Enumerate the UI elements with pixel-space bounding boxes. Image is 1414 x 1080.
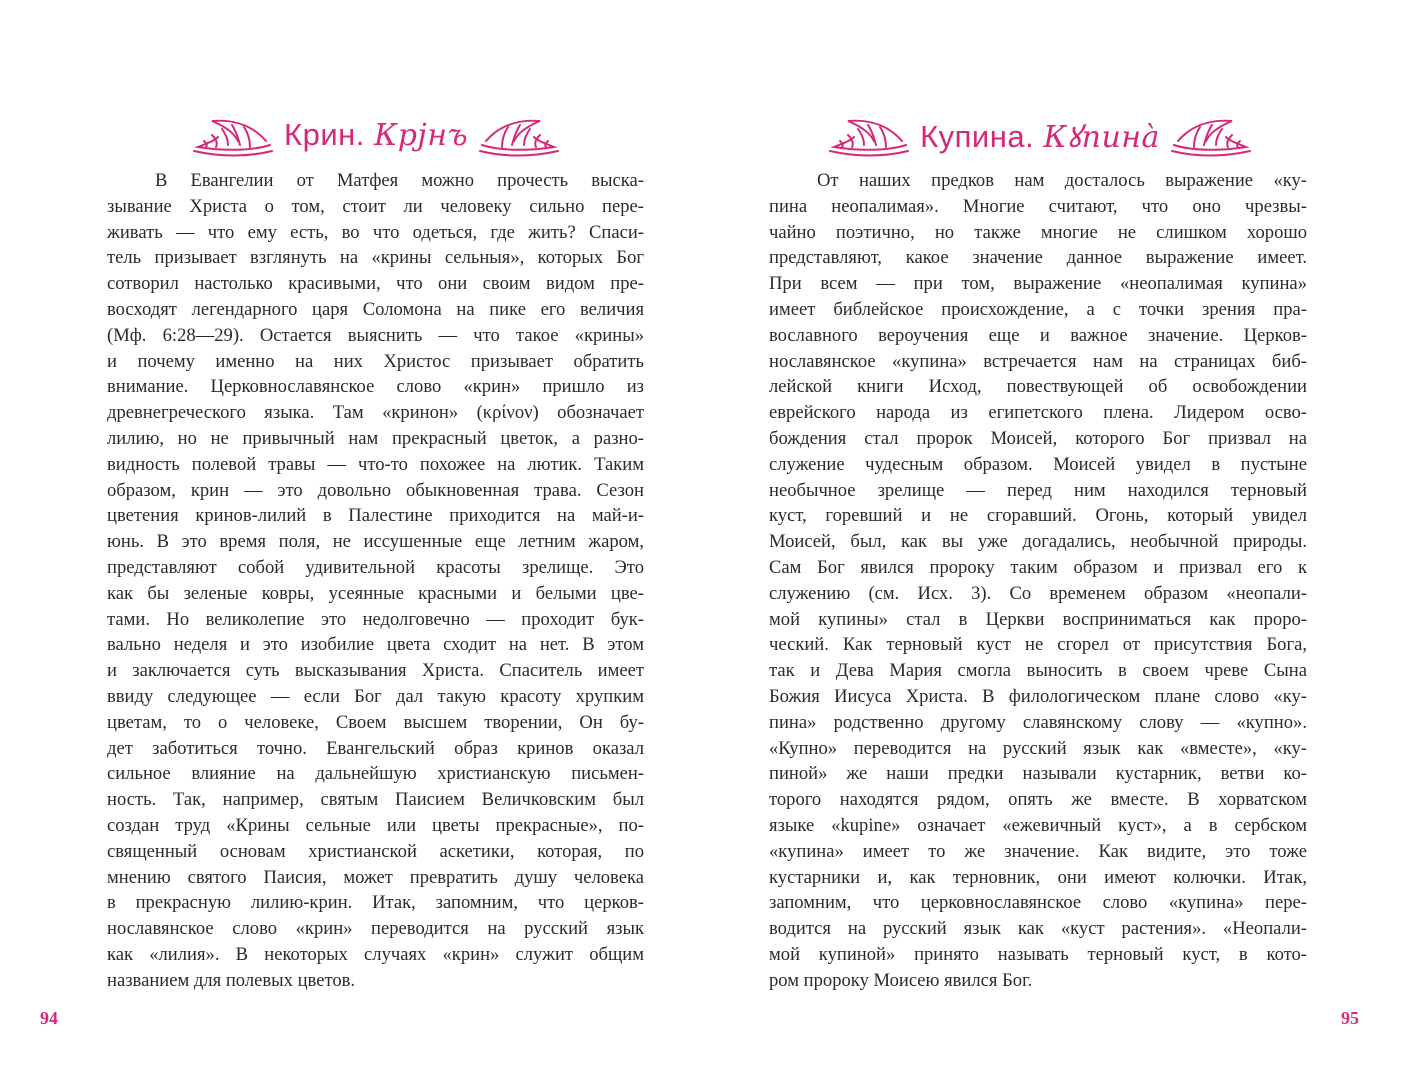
text-line: (Мф. 6:28—29). Остается выяснить — что такое «крины» — [107, 324, 644, 346]
text-line: Сам Бог явился пророку таким образом и призвал его к — [769, 556, 1307, 578]
text-line: еврейского народа из египетского плена. Лидером осво- — [769, 402, 1307, 424]
wing-ornament-icon — [478, 107, 560, 163]
page-number: 94 — [40, 1008, 58, 1028]
text-line: ввиду следующее — если Бог дал такую красоту хрупким — [107, 685, 644, 707]
text-line: кустарники и, как терновник, они имеют колючки. Итак, — [769, 866, 1307, 888]
text-line: вально неделя и это изобилие цвета сходит на нет. В этом — [107, 634, 644, 656]
text-line: В Евангелии от Матфея можно прочесть выска- — [155, 170, 644, 191]
text-line: сотворил настолько красивыми, что они своим видом пре- — [107, 273, 644, 295]
text-line: зывание Христа о том, стоит ли человеку сильно пере- — [107, 195, 644, 217]
text-line: служение чудесным образом. Моисей увидел в пустыне — [769, 453, 1307, 475]
text-line: как бы зеленые ковры, усеянные красными и белыми цве- — [107, 582, 644, 604]
text-line: тами. Но великолепие это недолговечно — проходит бук- — [107, 608, 644, 630]
text-line: нославянское слово «крин» переводится на русский язык — [107, 918, 644, 940]
text-line: запомним, что церковнославянское слово «купина» пере- — [769, 892, 1307, 914]
text-line: видность полевой травы — что-то похожее на лютик. Таким — [107, 453, 644, 475]
text-line: древнегреческого языка. Там «кринон» (κρίνον) обозначает — [107, 402, 644, 424]
wing-ornament-icon — [1170, 107, 1252, 163]
text-line: служению (см. Исх. 3). Со временем образом «неопали- — [769, 582, 1307, 604]
wing-ornament-icon — [828, 107, 910, 163]
title-church-slavonic: Кꙋпина̀ — [1043, 119, 1160, 155]
text-line: Моисей, был, как вы уже догадались, необычной природы. — [769, 531, 1307, 553]
page-number: 95 — [1341, 1008, 1359, 1028]
text-line: цветения кринов-лилий в Палестине приходится на май-и- — [107, 505, 644, 527]
chapter-heading — [196, 104, 556, 166]
text-line: дет заботиться точно. Евангельский образ кринов оказал — [107, 737, 644, 759]
text-line: так и Дева Мария смогла выносить в своем чреве Сына — [769, 660, 1307, 682]
text-line: водится на русский язык как «куст растения». «Неопали- — [769, 918, 1307, 940]
chapter-title — [910, 115, 1170, 156]
text-line: образом, крин — это довольно обыкновенная трава. Сезон — [107, 479, 644, 501]
text-line: как «лилия». В некоторых случаях «крин» служит общим — [107, 943, 644, 965]
body-text — [107, 168, 644, 994]
text-line: в прекрасную лилию-крин. Итак, запомним, что церков- — [107, 892, 644, 914]
text-line: представляют, какое значение данное выражение имеет. — [769, 247, 1307, 269]
title-church-slavonic: Крjнъ — [374, 118, 468, 153]
text-line: священный основам христианской аскетики, которая, по — [107, 840, 644, 862]
text-line: «купина» имеет то же значение. Как видите, это тоже — [769, 840, 1307, 862]
title-russian: Купина. — [920, 118, 1035, 154]
body-text — [769, 168, 1307, 994]
title-russian: Крин. — [284, 117, 365, 152]
text-line: Божия Иисуса Христа. В филологическом плане слово «ку- — [769, 685, 1307, 707]
text-line: имеет библейское происхождение, а с точки зрения пра- — [769, 298, 1307, 320]
text-line: и почему именно на них Христос призывает обратить — [107, 350, 644, 372]
text-line: пина» родственно другому славянскому слову — «купно». — [769, 711, 1307, 733]
right-page — [707, 0, 1414, 1080]
text-line: мнению святого Паисия, может превратить душу человека — [107, 866, 644, 888]
text-line: цветам, то о человеке, Своем высшем творении, Он бу- — [107, 711, 644, 733]
text-line: создан труд «Крины сельные или цветы прекрасные», по- — [107, 814, 644, 836]
text-line: ческий. Как терновый куст не сгорел от присутствия Бога, — [769, 634, 1307, 656]
text-line: пиной» же наши предки называли кустарник, ветви ко- — [769, 763, 1307, 785]
text-line: куст, горевший и не сгоравший. Огонь, который увидел — [769, 505, 1307, 527]
text-line: мой купины» стал в Церкви восприниматься как проро- — [769, 608, 1307, 630]
chapter-title — [274, 117, 478, 153]
text-line: При всем — при том, выражение «неопалимая купина» — [769, 273, 1307, 295]
wing-ornament-icon — [192, 107, 274, 163]
text-line: языке «kupine» означает «ежевичный куст», а в сербском — [769, 814, 1307, 836]
text-line: сильное влияние на дальнейшую христианскую письмен- — [107, 763, 644, 785]
text-line: вославного вероучения еще и важное значение. Церков- — [769, 324, 1307, 346]
text-line: бождения стал пророк Моисей, которого Бог призвал на — [769, 427, 1307, 449]
chapter-heading — [845, 104, 1235, 166]
text-line: необычное зрелище — перед ним находился терновый — [769, 479, 1307, 501]
text-line: ром пророку Моисею явился Бог. — [769, 969, 1033, 991]
text-line: мой купиной» принято называть терновый куст, в кото- — [769, 943, 1307, 965]
text-line: тель призывает взглянуть на «крины сельныя», которых Бог — [107, 247, 644, 269]
text-line: лейской книги Исход, повествующей об освобождении — [769, 376, 1307, 398]
text-line: нославянское «купина» встречается нам на страницах биб- — [769, 350, 1307, 372]
text-line: чайно поэтично, но также многие не слишком хорошо — [769, 221, 1307, 243]
text-line: «Купно» переводится на русский язык как «вместе», «ку- — [769, 737, 1307, 759]
text-line: торого находятся рядом, опять же вместе. В хорватском — [769, 789, 1307, 811]
text-line: От наших предков нам досталось выражение «ку- — [817, 170, 1307, 191]
text-line: живать — что ему есть, во что одеться, где жить? Спаси- — [107, 221, 644, 243]
text-line: юнь. В это время поля, не иссушенные еще летним жаром, — [107, 531, 644, 553]
text-line: и заключается суть высказывания Христа. Спаситель имеет — [107, 660, 644, 682]
text-line: внимание. Церковнославянское слово «крин» пришло из — [107, 376, 644, 398]
text-line: ность. Так, например, святым Паисием Величковским был — [107, 789, 644, 811]
text-line: восходят легендарного царя Соломона на пике его величия — [107, 298, 644, 320]
text-line: представляют собой удивительной красоты зрелище. Это — [107, 556, 644, 578]
text-line: лилию, но не привычный нам прекрасный цветок, а разно- — [107, 427, 644, 449]
text-line: названием для полевых цветов. — [107, 969, 356, 991]
text-line: пина неопалимая». Многие считают, что оно чрезвы- — [769, 195, 1307, 217]
